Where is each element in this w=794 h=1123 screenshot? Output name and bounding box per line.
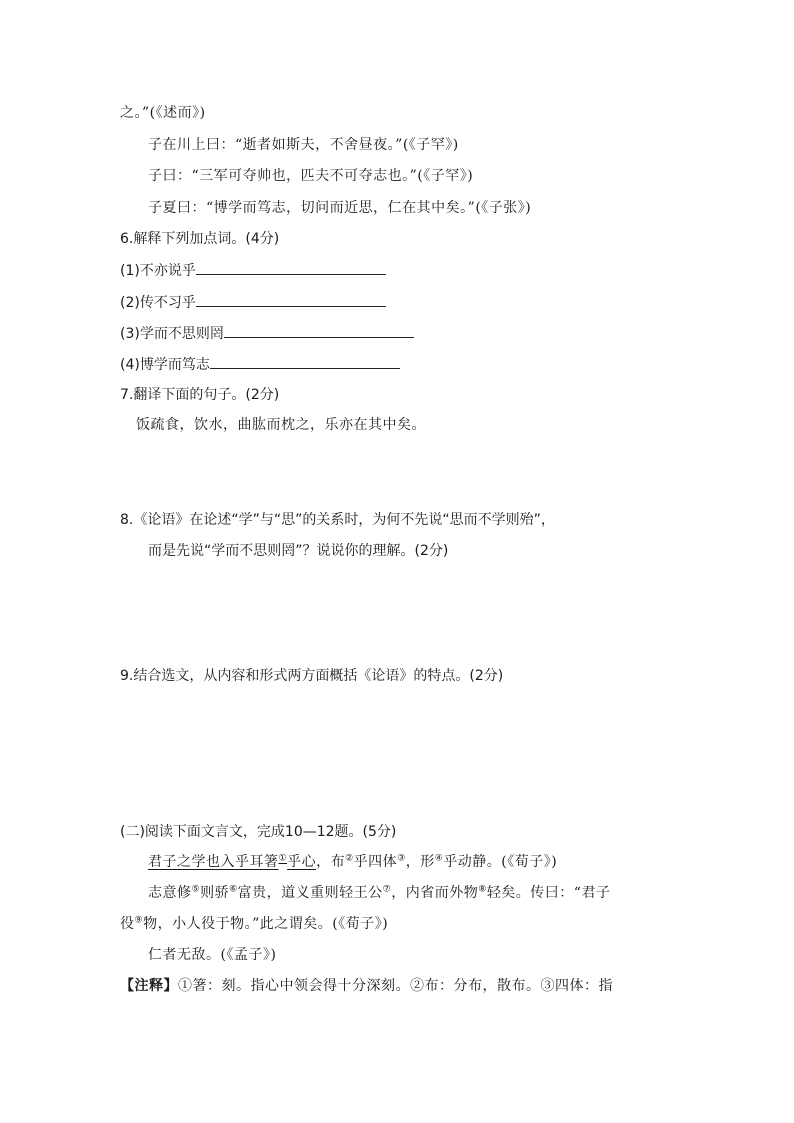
passage-line-1: 之。”(《述而》) bbox=[120, 105, 206, 121]
p1-text-a: ，布 bbox=[316, 854, 346, 870]
question-7-sentence: 饭疏食，饮水，曲肱而枕之，乐亦在其中矣。 bbox=[136, 417, 426, 433]
p3-text-b: 物，小人役于物。”此之谓矣。(《荀子》) bbox=[143, 916, 389, 932]
note-marker-4: ④ bbox=[434, 853, 444, 864]
question-6-item-4-label: (4)博学而笃志 bbox=[120, 357, 210, 373]
note-marker-3: ③ bbox=[397, 853, 406, 864]
p1-text-c: ，形 bbox=[405, 854, 435, 870]
answer-blank-4[interactable] bbox=[210, 354, 400, 369]
note-marker-8: ⑧ bbox=[478, 884, 487, 895]
annotation-text: ①箸：刻。指心中领会得十分深刻。②布：分布，散布。③四体：指 bbox=[178, 978, 613, 994]
answer-blank-3[interactable] bbox=[224, 323, 414, 338]
passage-line-3: 子曰：“三军可夺帅也，匹夫不可夺志也。”(《子罕》) bbox=[148, 168, 474, 184]
question-6-title: 6.解释下列加点词。(4分) bbox=[120, 231, 280, 247]
annotation-line bbox=[120, 976, 613, 996]
answer-blank-1[interactable] bbox=[196, 260, 386, 275]
note-marker-1: ① bbox=[278, 853, 288, 864]
question-7-title: 7.翻译下面的句子。(2分) bbox=[120, 387, 280, 403]
section-2-paragraph-3 bbox=[120, 914, 388, 934]
question-6-item-2 bbox=[120, 292, 386, 313]
p2-text-e: 轻矣。传曰：“君子 bbox=[486, 885, 611, 901]
passage-line-2: 子在川上曰：“逝者如斯夫，不舍昼夜。”(《子罕》) bbox=[148, 137, 459, 153]
section-2-paragraph-2 bbox=[148, 883, 610, 903]
note-marker-9: ⑨ bbox=[134, 915, 144, 926]
p2-text-d: ，内省而外物 bbox=[391, 885, 479, 901]
note-marker-7: ⑦ bbox=[382, 884, 392, 895]
note-marker-5: ⑤ bbox=[191, 884, 201, 895]
p2-text-b: 则骄 bbox=[200, 885, 230, 901]
section-2-paragraph-4: 仁者无敌。(《孟子》) bbox=[148, 947, 277, 963]
p1-text-b: 乎四体 bbox=[353, 854, 398, 870]
question-8-line-2: 而是先说“学而不思则罔”？说说你的理解。(2分) bbox=[148, 543, 449, 559]
question-6-item-4 bbox=[120, 354, 400, 375]
section-2-paragraph-1 bbox=[148, 852, 557, 872]
answer-blank-2[interactable] bbox=[196, 292, 386, 307]
note-marker-6: ⑥ bbox=[229, 884, 238, 895]
question-9-title: 9.结合选文，从内容和形式两方面概括《论语》的特点。(2分) bbox=[120, 668, 504, 684]
note-marker-2: ② bbox=[345, 853, 354, 864]
question-8-line-1: 8.《论语》在论述“学”与“思”的关系时，为何不先说“思而不学则殆”， bbox=[120, 512, 555, 528]
question-6-item-1 bbox=[120, 260, 386, 281]
underlined-sentence-part-2: 乎心 bbox=[287, 854, 317, 870]
question-6-item-3-label: (3)学而不思则罔 bbox=[120, 326, 224, 342]
p2-text-a: 志意修 bbox=[148, 885, 192, 901]
annotation-label: 【注释】 bbox=[120, 978, 178, 994]
section-2-title: (二)阅读下面文言文，完成10—12题。(5分) bbox=[120, 824, 397, 840]
p2-text-c: 富贵，道义重则轻王公 bbox=[237, 885, 383, 901]
p1-text-d: 乎动静。(《荀子》) bbox=[443, 854, 558, 870]
underlined-sentence-part-1: 君子之学也入乎耳箸 bbox=[148, 854, 279, 870]
question-6-item-3 bbox=[120, 323, 414, 344]
p3-text-a: 役 bbox=[120, 916, 135, 932]
question-6-item-1-label: (1)不亦说乎 bbox=[120, 263, 196, 279]
passage-line-4: 子夏曰：“博学而笃志，切问而近思，仁在其中矣。”(《子张》) bbox=[148, 200, 532, 216]
question-6-item-2-label: (2)传不习乎 bbox=[120, 295, 196, 311]
